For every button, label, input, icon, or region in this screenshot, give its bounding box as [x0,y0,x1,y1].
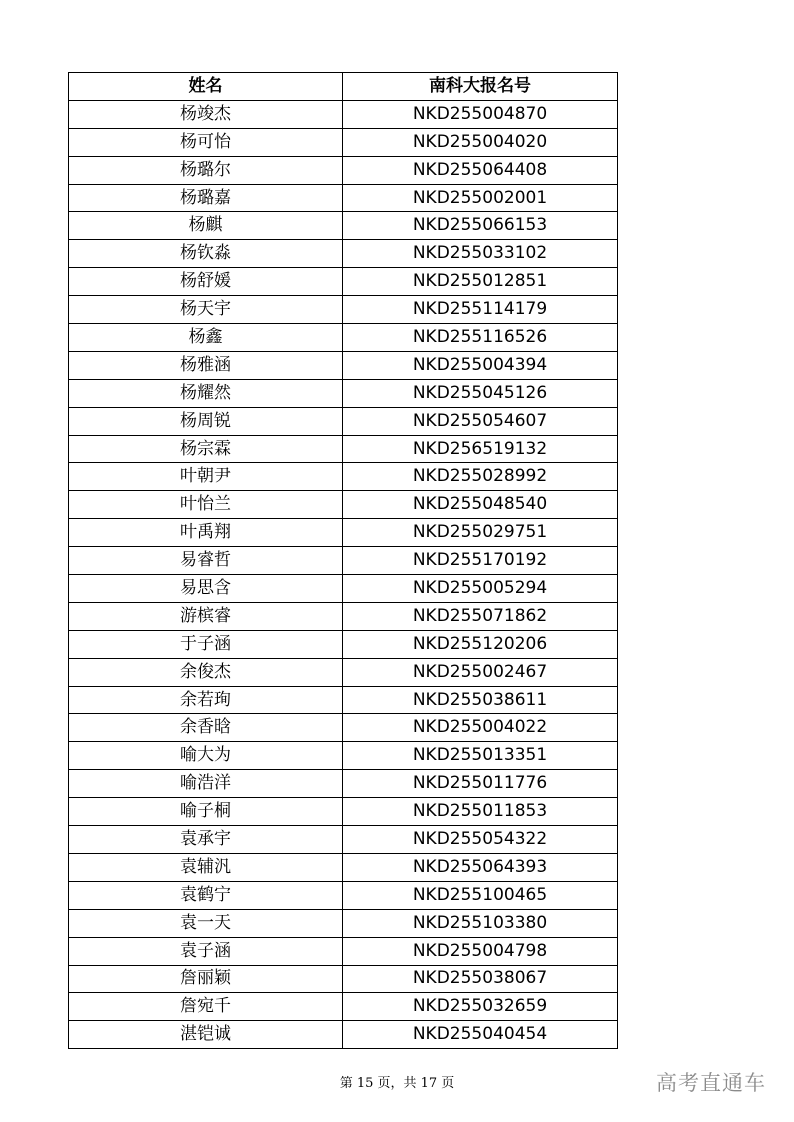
admission-roster-table [68,72,618,1049]
student-name-cell: 袁辅汎 [69,853,343,881]
table-row [69,240,618,268]
registration-id-cell: NKD255066153 [343,212,618,240]
column-header-registration-id: 南科大报名号 [343,73,618,101]
registration-id-cell: NKD255054607 [343,407,618,435]
table-row [69,937,618,965]
student-name-cell: 杨天宇 [69,296,343,324]
registration-id-cell: NKD255011853 [343,798,618,826]
table-row [69,798,618,826]
student-name-cell: 余香晗 [69,714,343,742]
table-row [69,853,618,881]
table-row [69,156,618,184]
table-row [69,491,618,519]
registration-id-cell: NKD255038067 [343,965,618,993]
registration-id-cell: NKD255054322 [343,826,618,854]
column-header-name: 姓名 [69,73,343,101]
table-row [69,519,618,547]
student-name-cell: 喻浩洋 [69,770,343,798]
registration-id-cell: NKD255002467 [343,658,618,686]
registration-id-cell: NKD255033102 [343,240,618,268]
registration-id-cell: NKD255032659 [343,993,618,1021]
table-row [69,324,618,352]
table-row [69,1021,618,1049]
student-name-cell: 杨璐嘉 [69,184,343,212]
student-name-cell: 湛铠诚 [69,1021,343,1049]
student-name-cell: 袁子涵 [69,937,343,965]
student-name-cell: 杨周锐 [69,407,343,435]
registration-id-cell: NKD255114179 [343,296,618,324]
table-row [69,742,618,770]
registration-id-cell: NKD255045126 [343,379,618,407]
table-row [69,909,618,937]
table-row [69,658,618,686]
watermark-logo: 高考直通车 [656,1071,766,1095]
student-name-cell: 杨竣杰 [69,100,343,128]
student-name-cell: 杨璐尔 [69,156,343,184]
student-name-cell: 余若珣 [69,686,343,714]
table-row [69,881,618,909]
table-row [69,268,618,296]
registration-id-cell: NKD255028992 [343,463,618,491]
student-name-cell: 袁鹤宁 [69,881,343,909]
table-row [69,212,618,240]
student-name-cell: 袁一天 [69,909,343,937]
table-row [69,575,618,603]
registration-id-cell: NKD255038611 [343,686,618,714]
table-row [69,379,618,407]
table-row [69,435,618,463]
registration-id-cell: NKD255013351 [343,742,618,770]
student-name-cell: 杨雅涵 [69,351,343,379]
registration-id-cell: NKD255170192 [343,547,618,575]
table-row [69,993,618,1021]
table-row [69,296,618,324]
student-name-cell: 杨宗霖 [69,435,343,463]
registration-id-cell: NKD255004020 [343,128,618,156]
registration-id-cell: NKD255103380 [343,909,618,937]
table-row [69,351,618,379]
registration-id-cell: NKD255064408 [343,156,618,184]
table-row [69,714,618,742]
student-name-cell: 于子涵 [69,630,343,658]
student-name-cell: 易思含 [69,575,343,603]
registration-id-cell: NKD255116526 [343,324,618,352]
registration-id-cell: NKD256519132 [343,435,618,463]
table-row [69,184,618,212]
student-name-cell: 喻大为 [69,742,343,770]
student-name-cell: 杨鑫 [69,324,343,352]
registration-id-cell: NKD255012851 [343,268,618,296]
student-name-cell: 叶朝尹 [69,463,343,491]
registration-id-cell: NKD255004022 [343,714,618,742]
registration-id-cell: NKD255048540 [343,491,618,519]
registration-id-cell: NKD255011776 [343,770,618,798]
registration-id-cell: NKD255029751 [343,519,618,547]
table-body [69,100,618,1048]
student-name-cell: 游槟睿 [69,602,343,630]
registration-id-cell: NKD255064393 [343,853,618,881]
table-row [69,965,618,993]
table-row [69,463,618,491]
student-name-cell: 喻子桐 [69,798,343,826]
table-row [69,630,618,658]
table-row [69,547,618,575]
table-row [69,686,618,714]
registration-id-cell: NKD255004798 [343,937,618,965]
registration-id-cell: NKD255005294 [343,575,618,603]
registration-id-cell: NKD255002001 [343,184,618,212]
table-header-row [69,73,618,101]
registration-id-cell: NKD255120206 [343,630,618,658]
registration-id-cell: NKD255004870 [343,100,618,128]
student-name-cell: 杨钦淼 [69,240,343,268]
student-name-cell: 詹宛千 [69,993,343,1021]
registration-id-cell: NKD255071862 [343,602,618,630]
student-name-cell: 袁承宇 [69,826,343,854]
table-row [69,407,618,435]
student-name-cell: 杨耀然 [69,379,343,407]
student-name-cell: 杨舒媛 [69,268,343,296]
student-name-cell: 余俊杰 [69,658,343,686]
student-name-cell: 杨麒 [69,212,343,240]
page-number-footer: 第 15 页，共 17 页 [339,1076,455,1091]
student-name-cell: 叶怡兰 [69,491,343,519]
student-name-cell: 叶禹翔 [69,519,343,547]
table-row [69,128,618,156]
table-row [69,100,618,128]
registration-id-cell: NKD255004394 [343,351,618,379]
registration-id-cell: NKD255040454 [343,1021,618,1049]
registration-id-cell: NKD255100465 [343,881,618,909]
table-row [69,770,618,798]
student-name-cell: 杨可怡 [69,128,343,156]
student-name-cell: 詹丽颖 [69,965,343,993]
student-name-cell: 易睿哲 [69,547,343,575]
table-row [69,602,618,630]
table-row [69,826,618,854]
